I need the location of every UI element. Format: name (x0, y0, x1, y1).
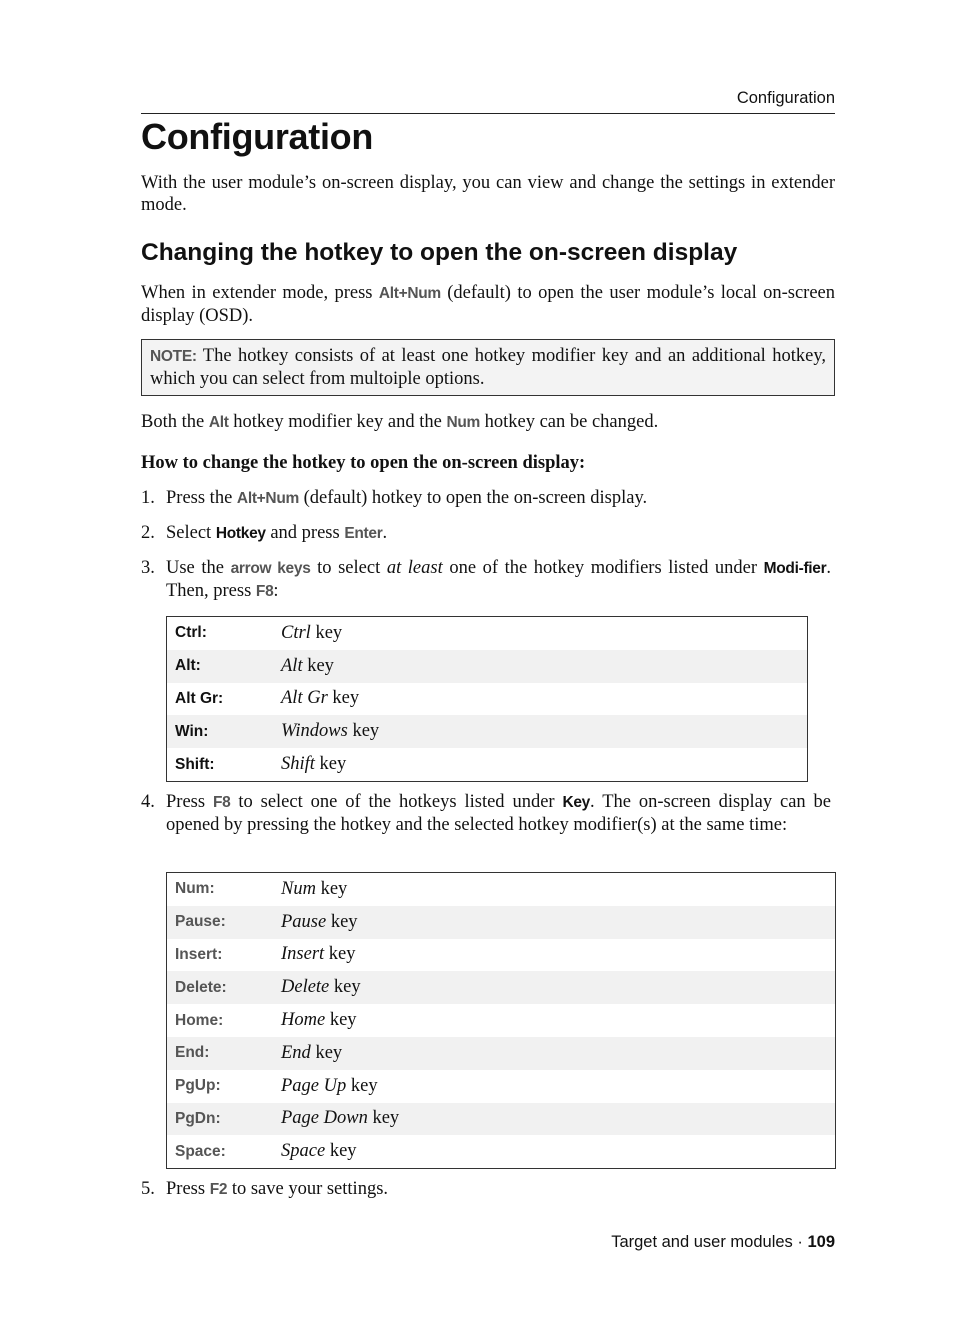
table-row (167, 906, 836, 939)
step-number: 1. (141, 488, 155, 508)
text-run: key (326, 911, 358, 932)
table-key-cell: Ctrl: (175, 624, 207, 642)
table-value-cell (273, 939, 836, 972)
table-row (167, 748, 808, 781)
key-name: Windows (281, 721, 348, 742)
table-key-cell: Delete: (167, 971, 274, 1004)
table-key-cell: PgDn: (167, 1103, 274, 1136)
menu-label: Hotkey (215, 525, 266, 542)
table-key-cell: PgUp: (175, 1077, 221, 1095)
section-heading: Changing the hotkey to open the on-screen display (141, 239, 738, 266)
key-label: Num (446, 414, 480, 431)
text-run: key (310, 622, 343, 643)
table-key-cell: Alt: (167, 650, 274, 683)
text-run: key (327, 688, 360, 709)
text-run: key (325, 1010, 357, 1031)
page-number: 109 (807, 1233, 835, 1251)
step-number: 5. (141, 1179, 155, 1199)
text-run: . The on-screen display can be opened by pressing the hotkey and the selected hotkey modifier(s) at the same time: (166, 792, 832, 835)
page-title: Configuration (141, 116, 374, 157)
key-name: Delete (281, 977, 330, 998)
menu-label: Modi-fier (763, 560, 827, 577)
text-run: Select (166, 523, 216, 543)
table-row (167, 1070, 836, 1103)
running-head: Configuration (736, 89, 835, 107)
table-value-cell (273, 748, 808, 781)
emphasis: at least (386, 558, 443, 578)
table-row (167, 1004, 836, 1037)
text-run: When in extender mode, press (141, 283, 379, 303)
table-value-cell (273, 873, 836, 906)
text-run: Press the (166, 488, 237, 508)
modifier-table (166, 616, 808, 782)
text-run: : (273, 581, 279, 601)
key-label: Alt (208, 414, 229, 431)
table-key-cell: Pause: (167, 906, 274, 939)
text-run: key (325, 1141, 357, 1162)
text-run: Press (166, 792, 213, 812)
key-name: Home (281, 1010, 326, 1031)
step-number: 3. (141, 558, 155, 578)
step-number: 4. (141, 792, 155, 812)
text-run: to save your settings. (227, 1179, 389, 1199)
table-value-cell (273, 1070, 836, 1103)
text-run: hotkey can be changed. (479, 412, 659, 432)
text-run: key (329, 977, 361, 998)
text-run: and press (265, 523, 345, 543)
paragraph-changeable (141, 411, 835, 434)
table-key-cell: Shift: (175, 755, 215, 773)
table-value-cell (273, 1004, 836, 1037)
table-value-cell (273, 1135, 836, 1168)
table-value-cell (273, 971, 836, 1004)
table-value-cell (273, 1037, 836, 1070)
table-row (167, 617, 808, 650)
table-row (167, 939, 836, 972)
footer-text: Target and user modules · (611, 1233, 808, 1251)
key-label: F2 (209, 1181, 228, 1198)
text-run: key (314, 754, 347, 775)
hotkey-table (166, 872, 836, 1169)
text-run: key (347, 721, 380, 742)
key-name: Alt Gr (281, 688, 328, 709)
text-run: (default) to open the user module’s local on-screen display (OSD). (141, 283, 835, 326)
key-name: Insert (281, 944, 325, 965)
table-value-cell (273, 650, 808, 683)
table-key-cell: Insert: (175, 945, 223, 963)
text-run: key (346, 1075, 378, 1096)
key-name: Space (281, 1141, 326, 1162)
key-name: Ctrl (281, 622, 311, 643)
table-key-cell: Space: (175, 1142, 226, 1160)
paragraph-default-hotkey (141, 282, 835, 327)
key-label: Enter (344, 525, 383, 542)
table-value-cell (273, 683, 808, 716)
table-value-cell (273, 1103, 836, 1136)
text-run: key (310, 1042, 343, 1063)
howto-heading: How to change the hotkey to open the on-screen display: (141, 453, 586, 473)
key-name: Pause (281, 911, 327, 932)
key-label: Alt+Num (378, 285, 441, 302)
table-row (167, 873, 836, 906)
table-key-cell: Win: (167, 715, 274, 748)
key-name: Shift (281, 754, 315, 775)
key-label: F8 (212, 794, 231, 811)
text-run: Press (166, 1179, 210, 1199)
text-run: key (302, 655, 334, 676)
table-row (167, 1135, 836, 1168)
note-text: The hotkey consists of at least one hotkey modifier key and an additional hotkey, which you can select from multoiple options. (150, 346, 826, 389)
table-row (167, 650, 808, 683)
key-name: Page Down (281, 1108, 368, 1129)
key-label: F8 (255, 583, 274, 600)
note-box (141, 339, 835, 396)
table-key-cell: Num: (175, 880, 215, 898)
intro-paragraph: With the user module’s on-screen display, you can view and change the settings in extender mode. (141, 173, 835, 215)
table-row (167, 1103, 836, 1136)
text-run: Both the (141, 412, 209, 432)
key-label: arrow keys (230, 560, 311, 577)
header-rule (141, 113, 835, 114)
text-run: to select one of the hotkeys listed under (230, 792, 563, 812)
text-run: to select (310, 558, 387, 578)
text-run: hotkey modifier key and the (228, 412, 447, 432)
key-name: Page Up (281, 1075, 347, 1096)
table-row (167, 1037, 836, 1070)
key-name: End (281, 1042, 311, 1063)
key-name: Num (281, 878, 316, 899)
step-number: 2. (141, 523, 155, 543)
text-run: Use the (166, 558, 231, 578)
table-value-cell (273, 906, 836, 939)
table-value-cell (273, 617, 808, 650)
note-label: NOTE: (150, 348, 197, 365)
table-key-cell: Home: (175, 1011, 224, 1029)
table-row (167, 971, 836, 1004)
text-run: . (382, 523, 388, 543)
table-key-cell: End: (167, 1037, 274, 1070)
table-value-cell (273, 715, 808, 748)
text-run: key (367, 1108, 400, 1129)
menu-label: Key (562, 794, 591, 811)
key-name: Alt (281, 655, 303, 676)
text-run: key (324, 944, 356, 965)
table-row (167, 683, 808, 716)
table-key-cell: Alt Gr: (175, 689, 224, 707)
text-run: key (315, 878, 348, 899)
text-run: (default) hotkey to open the on-screen display. (298, 488, 648, 508)
key-label: Alt+Num (236, 490, 299, 507)
page-footer (611, 1233, 835, 1252)
text-run: one of the hotkey modifiers listed under (442, 558, 764, 578)
table-row (167, 715, 808, 748)
text-run: . Then, press (166, 558, 831, 601)
